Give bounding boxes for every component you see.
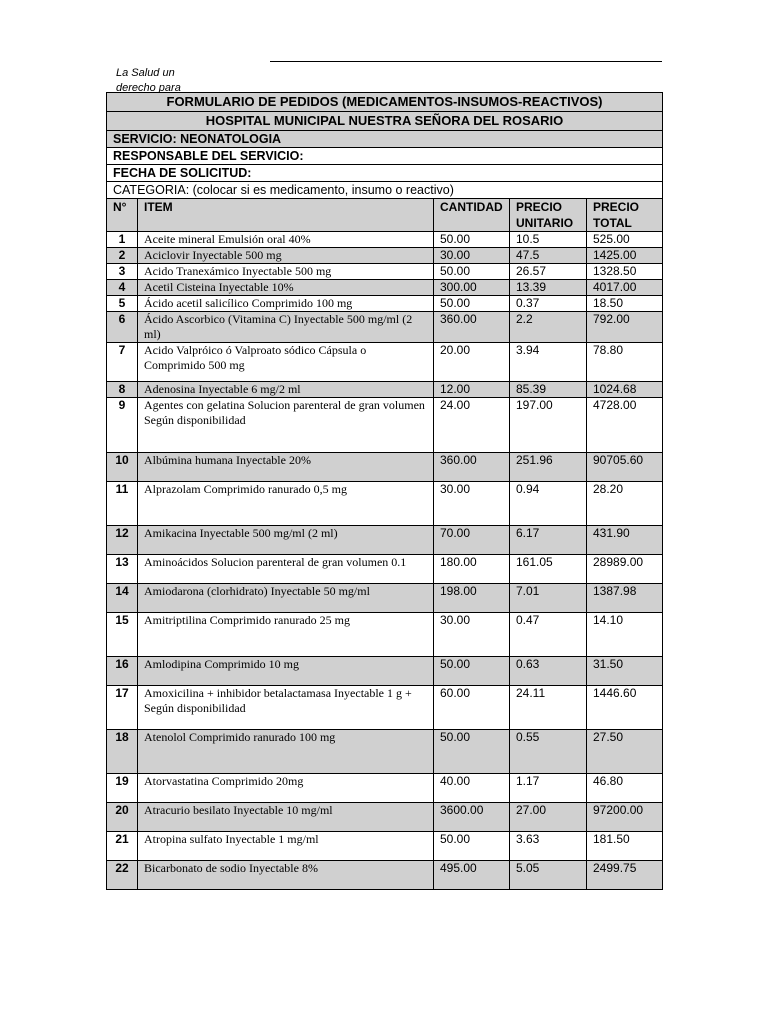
row-total-price: 90705.60: [587, 453, 663, 482]
row-unit-price: 47.5: [510, 248, 587, 264]
row-total-price: 78.80: [587, 343, 663, 382]
request-date-field[interactable]: FECHA DE SOLICITUD:: [107, 165, 663, 182]
row-item: Aminoácidos Solucion parenteral de gran volumen 0.1: [138, 555, 434, 584]
row-total-price: 1024.68: [587, 382, 663, 398]
row-quantity: 12.00: [434, 382, 510, 398]
row-number: 14: [107, 584, 138, 613]
table-row: [107, 398, 663, 453]
table-row: [107, 686, 663, 730]
row-item: Amitriptilina Comprimido ranurado 25 mg: [138, 613, 434, 657]
row-unit-price: 0.94: [510, 482, 587, 526]
row-number: 15: [107, 613, 138, 657]
col-header-unit-price: PRECIO UNITARIO: [510, 199, 587, 232]
table-row: [107, 832, 663, 861]
row-number: 17: [107, 686, 138, 730]
row-number: 2: [107, 248, 138, 264]
row-item: Ácido acetil salicílico Comprimido 100 mg: [138, 296, 434, 312]
row-number: 7: [107, 343, 138, 382]
row-unit-price: 251.96: [510, 453, 587, 482]
row-total-price: 1328.50: [587, 264, 663, 280]
table-row: [107, 382, 663, 398]
row-quantity: 70.00: [434, 526, 510, 555]
row-unit-price: 13.39: [510, 280, 587, 296]
row-number: 5: [107, 296, 138, 312]
row-total-price: 28989.00: [587, 555, 663, 584]
row-unit-price: 1.17: [510, 774, 587, 803]
row-quantity: 50.00: [434, 657, 510, 686]
request-date-row: [107, 165, 663, 182]
row-total-price: 46.80: [587, 774, 663, 803]
row-item: Amoxicilina + inhibidor betalactamasa Inyectable 1 g + Según disponibilidad: [138, 686, 434, 730]
table-row: [107, 482, 663, 526]
row-number: 20: [107, 803, 138, 832]
top-rule: [270, 61, 662, 62]
row-quantity: 30.00: [434, 248, 510, 264]
responsible-field[interactable]: RESPONSABLE DEL SERVICIO:: [107, 148, 663, 165]
row-unit-price: 2.2: [510, 312, 587, 343]
row-quantity: 198.00: [434, 584, 510, 613]
row-quantity: 50.00: [434, 296, 510, 312]
category-field[interactable]: CATEGORIA: (colocar si es medicamento, insumo o reactivo): [107, 182, 663, 199]
table-row: [107, 312, 663, 343]
row-unit-price: 27.00: [510, 803, 587, 832]
col-header-total-price: PRECIO TOTAL: [587, 199, 663, 232]
row-item: Aceite mineral Emulsión oral 40%: [138, 232, 434, 248]
row-total-price: 2499.75: [587, 861, 663, 890]
table-row: [107, 803, 663, 832]
table-row: [107, 613, 663, 657]
row-unit-price: 3.94: [510, 343, 587, 382]
row-item: Amlodipina Comprimido 10 mg: [138, 657, 434, 686]
row-unit-price: 0.55: [510, 730, 587, 774]
table-row: [107, 526, 663, 555]
row-total-price: 4728.00: [587, 398, 663, 453]
row-item: Ácido Ascorbico (Vitamina C) Inyectable 500 mg/ml (2 ml): [138, 312, 434, 343]
row-item: Aciclovir Inyectable 500 mg: [138, 248, 434, 264]
row-unit-price: 0.63: [510, 657, 587, 686]
row-quantity: 360.00: [434, 312, 510, 343]
col-header-number: N°: [107, 199, 138, 232]
row-number: 19: [107, 774, 138, 803]
category-row: [107, 182, 663, 199]
row-total-price: 525.00: [587, 232, 663, 248]
row-total-price: 28.20: [587, 482, 663, 526]
service-field[interactable]: SERVICIO: NEONATOLOGIA: [107, 131, 663, 148]
row-unit-price: 161.05: [510, 555, 587, 584]
row-item: Bicarbonato de sodio Inyectable 8%: [138, 861, 434, 890]
row-quantity: 50.00: [434, 232, 510, 248]
row-item: Acido Tranexámico Inyectable 500 mg: [138, 264, 434, 280]
row-item: Atropina sulfato Inyectable 1 mg/ml: [138, 832, 434, 861]
row-number: 3: [107, 264, 138, 280]
row-total-price: 18.50: [587, 296, 663, 312]
row-total-price: 4017.00: [587, 280, 663, 296]
row-quantity: 300.00: [434, 280, 510, 296]
row-quantity: 60.00: [434, 686, 510, 730]
order-form-table: [106, 92, 663, 890]
table-row: [107, 555, 663, 584]
row-unit-price: 6.17: [510, 526, 587, 555]
row-number: 18: [107, 730, 138, 774]
row-quantity: 30.00: [434, 613, 510, 657]
row-unit-price: 7.01: [510, 584, 587, 613]
row-number: 22: [107, 861, 138, 890]
row-item: Atorvastatina Comprimido 20mg: [138, 774, 434, 803]
row-number: 21: [107, 832, 138, 861]
row-quantity: 40.00: [434, 774, 510, 803]
row-total-price: 27.50: [587, 730, 663, 774]
row-item: Atenolol Comprimido ranurado 100 mg: [138, 730, 434, 774]
row-number: 6: [107, 312, 138, 343]
row-quantity: 24.00: [434, 398, 510, 453]
form-title: FORMULARIO DE PEDIDOS (MEDICAMENTOS-INSUMOS-REACTIVOS): [107, 93, 663, 112]
row-quantity: 360.00: [434, 453, 510, 482]
col-header-quantity: CANTIDAD: [434, 199, 510, 232]
row-unit-price: 26.57: [510, 264, 587, 280]
table-row: [107, 453, 663, 482]
row-number: 10: [107, 453, 138, 482]
row-total-price: 14.10: [587, 613, 663, 657]
table-row: [107, 248, 663, 264]
row-unit-price: 24.11: [510, 686, 587, 730]
row-quantity: 30.00: [434, 482, 510, 526]
row-quantity: 50.00: [434, 832, 510, 861]
column-header-row: [107, 199, 663, 232]
row-item: Adenosina Inyectable 6 mg/2 ml: [138, 382, 434, 398]
row-total-price: 431.90: [587, 526, 663, 555]
row-quantity: 495.00: [434, 861, 510, 890]
row-total-price: 1387.98: [587, 584, 663, 613]
row-number: 4: [107, 280, 138, 296]
row-number: 9: [107, 398, 138, 453]
row-number: 1: [107, 232, 138, 248]
row-item: Albúmina humana Inyectable 20%: [138, 453, 434, 482]
row-number: 12: [107, 526, 138, 555]
row-item: Acetil Cisteina Inyectable 10%: [138, 280, 434, 296]
row-total-price: 97200.00: [587, 803, 663, 832]
row-total-price: 1446.60: [587, 686, 663, 730]
table-row: [107, 657, 663, 686]
row-number: 8: [107, 382, 138, 398]
table-row: [107, 774, 663, 803]
hospital-name: HOSPITAL MUNICIPAL NUESTRA SEÑORA DEL ROSARIO: [107, 112, 663, 131]
table-row: [107, 584, 663, 613]
row-number: 16: [107, 657, 138, 686]
service-row: [107, 131, 663, 148]
form-title-row: [107, 93, 663, 112]
row-unit-price: 85.39: [510, 382, 587, 398]
row-quantity: 50.00: [434, 264, 510, 280]
row-unit-price: 0.37: [510, 296, 587, 312]
table-row: [107, 232, 663, 248]
row-quantity: 180.00: [434, 555, 510, 584]
table-row: [107, 730, 663, 774]
table-row: [107, 280, 663, 296]
row-item: Atracurio besilato Inyectable 10 mg/ml: [138, 803, 434, 832]
responsible-row: [107, 148, 663, 165]
hospital-row: [107, 112, 663, 131]
row-item: Alprazolam Comprimido ranurado 0,5 mg: [138, 482, 434, 526]
row-unit-price: 5.05: [510, 861, 587, 890]
row-quantity: 3600.00: [434, 803, 510, 832]
row-item: Amiodarona (clorhidrato) Inyectable 50 mg/ml: [138, 584, 434, 613]
table-row: [107, 861, 663, 890]
row-number: 13: [107, 555, 138, 584]
row-item: Amikacina Inyectable 500 mg/ml (2 ml): [138, 526, 434, 555]
row-unit-price: 10.5: [510, 232, 587, 248]
row-number: 11: [107, 482, 138, 526]
col-header-item: ITEM: [138, 199, 434, 232]
row-total-price: 1425.00: [587, 248, 663, 264]
table-row: [107, 264, 663, 280]
row-unit-price: 197.00: [510, 398, 587, 453]
motto-text: La Salud un derecho para: [116, 67, 181, 92]
table-row: [107, 296, 663, 312]
table-row: [107, 343, 663, 382]
row-item: Agentes con gelatina Solucion parenteral de gran volumen Según disponibilidad: [138, 398, 434, 453]
row-total-price: 181.50: [587, 832, 663, 861]
row-unit-price: 3.63: [510, 832, 587, 861]
row-quantity: 50.00: [434, 730, 510, 774]
row-total-price: 31.50: [587, 657, 663, 686]
row-quantity: 20.00: [434, 343, 510, 382]
row-item: Acido Valpróico ó Valproato sódico Cápsula o Comprimido 500 mg: [138, 343, 434, 382]
row-unit-price: 0.47: [510, 613, 587, 657]
row-total-price: 792.00: [587, 312, 663, 343]
